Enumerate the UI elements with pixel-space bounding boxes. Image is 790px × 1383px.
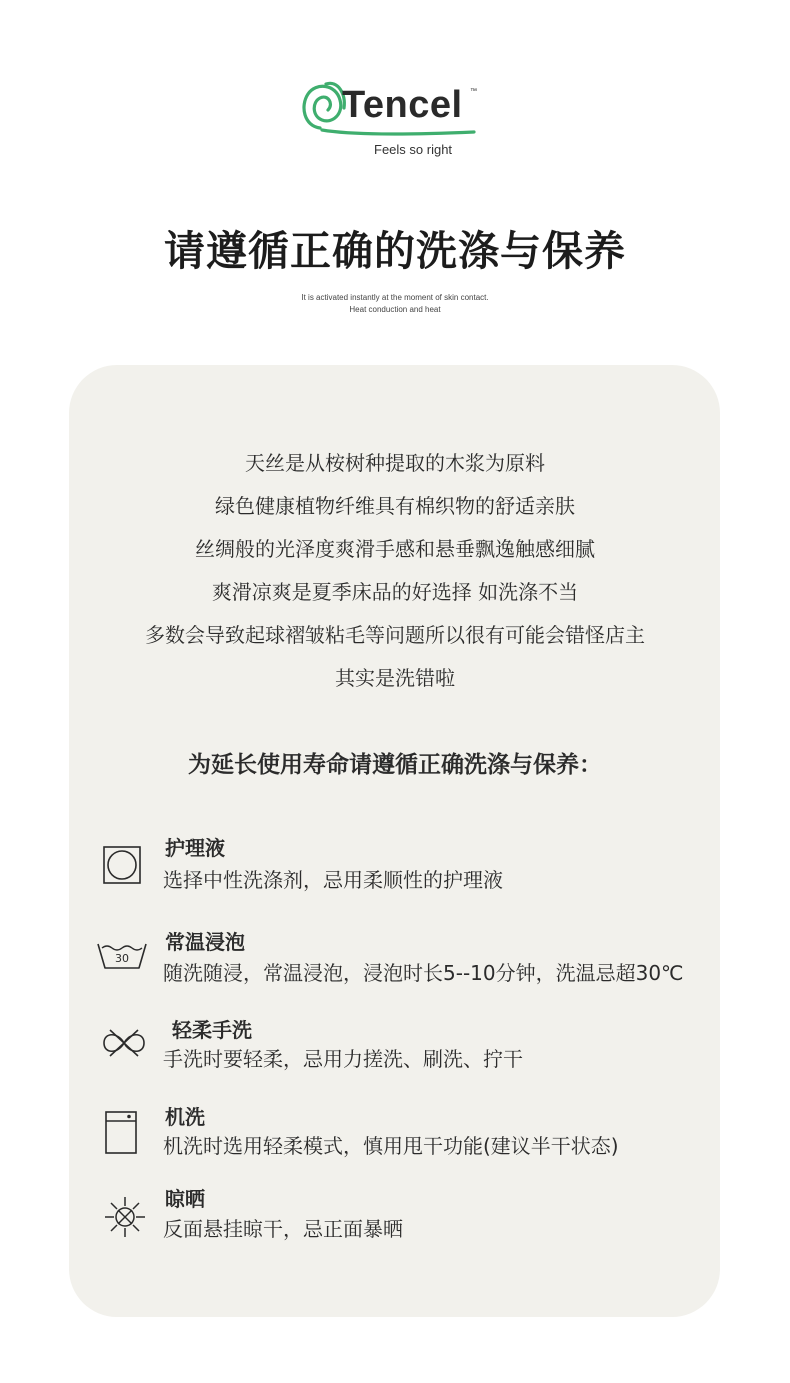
intro-line-5: 多数会导致起球褶皱粘毛等问题所以很有可能会错怪店主 [145, 623, 645, 647]
care-item-desc-5: 反面悬挂晾干，忌正面暴晒 [163, 1217, 403, 1241]
wash-30-icon [96, 938, 148, 972]
care-item-title-5: 晾晒 [165, 1187, 205, 1211]
care-item-desc-4: 机洗时选用轻柔模式，慎用甩干功能(建议半干状态) [163, 1134, 619, 1158]
brand-tagline: Feels so right [374, 142, 453, 157]
intro-line-3: 丝绸般的光泽度爽滑手感和悬垂飘逸触感细腻 [195, 537, 595, 561]
sun-icon [103, 1195, 147, 1239]
care-item-desc-1: 选择中性洗涤剂，忌用柔顺性的护理液 [163, 868, 503, 892]
subtitle-line-2: Heat conduction and heat [349, 305, 441, 314]
care-item-title-1: 护理液 [165, 836, 225, 860]
care-item-desc-2: 随洗随浸，常温浸泡，浸泡时长5--10分钟，洗温忌超30℃ [163, 961, 684, 985]
brand-name: Tencel [342, 84, 463, 126]
subtitle-line-1: It is activated instantly at the moment of skin contact. [301, 293, 489, 302]
intro-line-4: 爽滑凉爽是夏季床品的好选择 如洗涤不当 [211, 580, 579, 604]
care-item-desc-3: 手洗时要轻柔，忌用力搓洗、刷洗、拧干 [163, 1047, 523, 1071]
no-wring-icon [98, 1026, 150, 1060]
care-item-title-4: 机洗 [165, 1105, 205, 1129]
trademark-symbol: ™ [470, 88, 477, 95]
wash-temp-label: 30 [115, 952, 129, 965]
intro-line-6: 其实是洗错啦 [335, 666, 455, 690]
intro-line-2: 绿色健康植物纤维具有棉织物的舒适亲肤 [215, 494, 575, 518]
page-title: 请遵循正确的洗涤与保养 [164, 227, 626, 275]
care-heading: 为延长使用寿命请遵循正确洗涤与保养： [188, 752, 602, 778]
washing-machine-icon [104, 1110, 140, 1156]
care-item-title-3: 轻柔手洗 [172, 1018, 252, 1042]
care-item-title-2: 常温浸泡 [165, 930, 245, 954]
intro-line-1: 天丝是从桉树种提取的木浆为原料 [245, 451, 545, 475]
tencel-logo [298, 76, 498, 166]
tumble-dry-icon [102, 845, 142, 885]
